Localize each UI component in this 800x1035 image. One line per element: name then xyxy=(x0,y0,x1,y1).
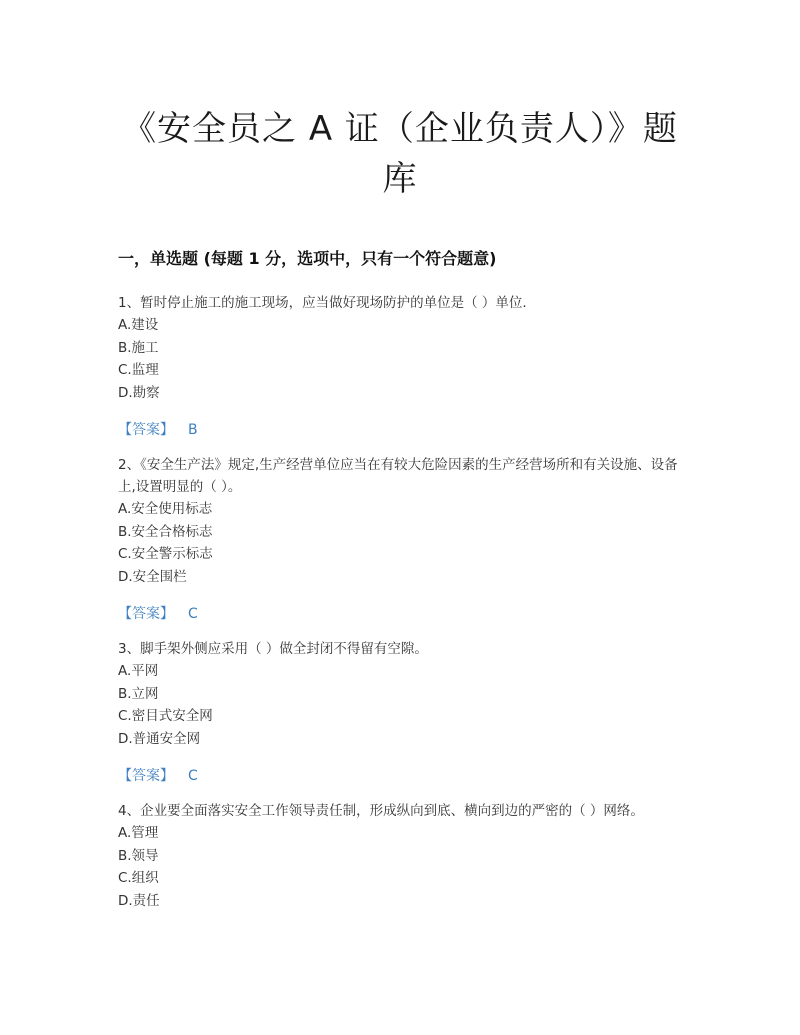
question-2 xyxy=(118,454,688,624)
option-c: C.安全警示标志 xyxy=(118,546,213,562)
option-d: D.责任 xyxy=(118,892,160,909)
answer-label: 【答案】 xyxy=(118,606,174,622)
question-3 xyxy=(118,638,688,786)
question-text: 4、企业要全面落实安全工作领导责任制，形成纵向到底、横向到边的严密的（ ）网络。 xyxy=(118,803,644,819)
option-c: C.监理 xyxy=(118,362,159,378)
answer xyxy=(118,420,688,440)
option-a: A.管理 xyxy=(118,825,159,841)
answer xyxy=(118,766,688,786)
answer-label: 【答案】 xyxy=(118,422,174,438)
question-text: 3、脚手架外侧应采用（ ）做全封闭不得留有空隙。 xyxy=(118,641,428,657)
answer-label: 【答案】 xyxy=(118,768,174,784)
option-c: C.密目式安全网 xyxy=(118,708,213,724)
option-a: A.安全使用标志 xyxy=(118,501,213,517)
option-b: B.立网 xyxy=(118,685,159,702)
answer xyxy=(118,604,688,624)
document-title: 《安全员之 A 证（企业负责人）》题库 xyxy=(122,109,678,199)
answer-value: C xyxy=(188,606,198,622)
option-d: D.勘察 xyxy=(118,384,160,401)
question-1 xyxy=(118,292,688,440)
option-a: A.建设 xyxy=(118,317,159,333)
option-c: C.组织 xyxy=(118,870,159,886)
question-text: 2、《安全生产法》规定,生产经营单位应当在有较大危险因素的生产经营场所和有关设施、设备上,设置明显的（ ）。 xyxy=(118,457,678,495)
answer-value: C xyxy=(188,768,198,784)
answer-value: B xyxy=(188,422,198,438)
option-b: B.安全合格标志 xyxy=(118,523,213,540)
question-4 xyxy=(118,800,688,912)
option-d: D.安全围栏 xyxy=(118,568,187,585)
option-b: B.领导 xyxy=(118,847,159,864)
question-text: 1、暂时停止施工的施工现场，应当做好现场防护的单位是（ ）单位. xyxy=(118,295,527,311)
option-a: A.平网 xyxy=(118,663,159,679)
question-list xyxy=(118,292,688,912)
option-d: D.普通安全网 xyxy=(118,730,201,747)
option-b: B.施工 xyxy=(118,339,159,356)
section-heading: 一，单选题 (每题 1 分，选项中，只有一个符合题意) xyxy=(118,249,497,268)
